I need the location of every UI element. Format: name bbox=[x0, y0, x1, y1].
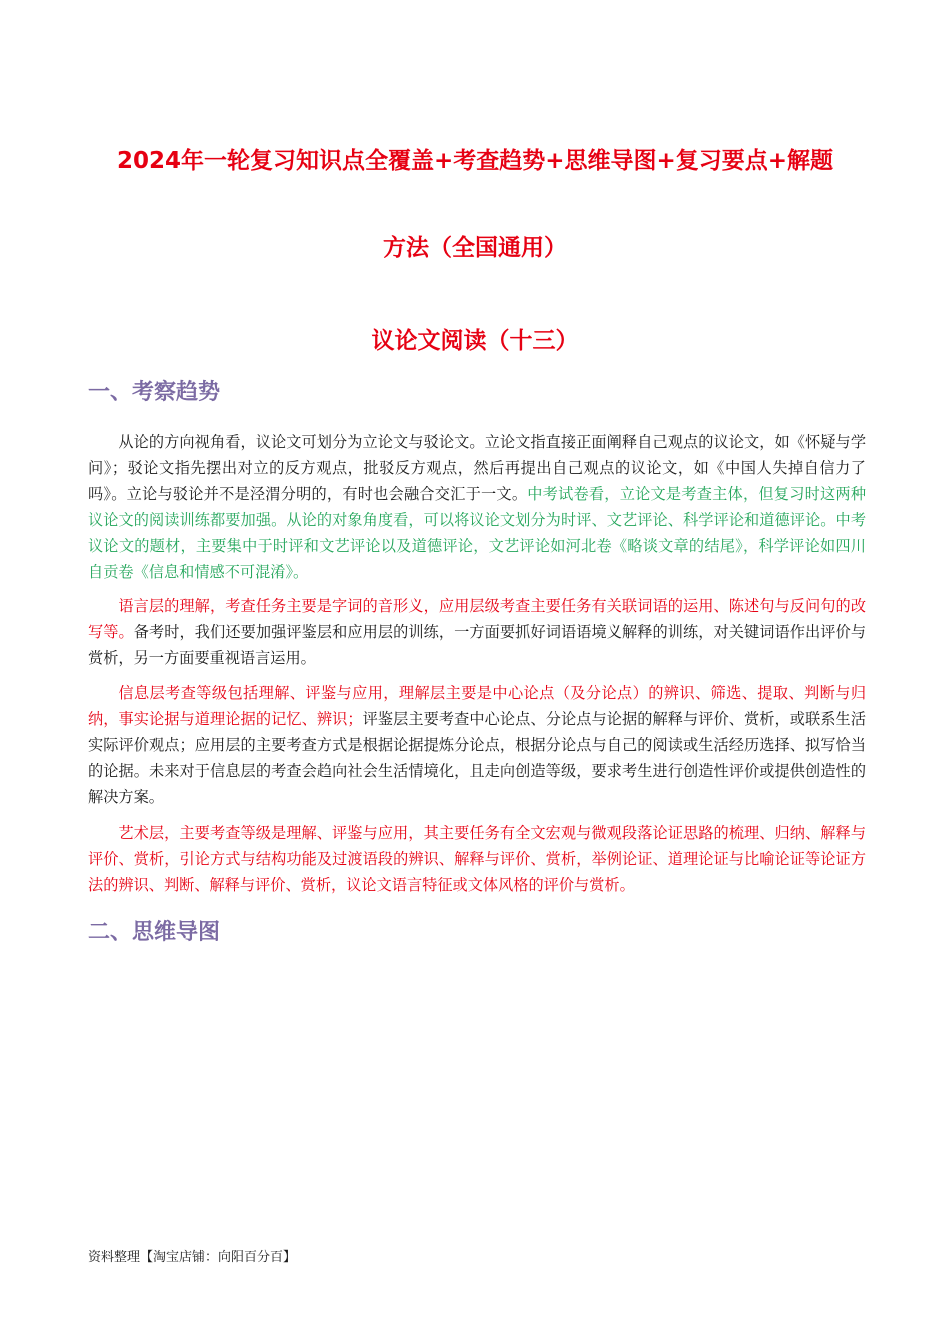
document-subtitle: 议论文阅读（十三） bbox=[371, 328, 579, 354]
paragraph-text-red: 语言层的理解，考查任务主要是字词的音形义，应用层级考查主要任务有关联词语的运用、陈述句与反问句的改写等。 bbox=[88, 597, 866, 641]
section-heading-mindmap: 二、思维导图 bbox=[88, 920, 221, 945]
paragraph-text-black: 备考时，我们还要加强评鉴层和应用层的训练，一方面要抓好词语语境义解释的训练，对关键词语作出评价与赏析，另一方面要重视语言运用。 bbox=[88, 623, 867, 667]
paragraph-text-red: 艺术层，主要考查等级是理解、评鉴与应用，其主要任务有全文宏观与微观段落论证思路的梳理、归纳、解释与评价、赏析，引论方式与结构功能及过渡语段的辨识、解释与评价、赏析，举例论证、道理论证与比喻论证等论证方法的辨识、判断、解释与评价、赏析，议论文语言特征或文体风格的评价与赏析。 bbox=[88, 824, 866, 894]
document-title-line2: 方法（全国通用） bbox=[383, 235, 567, 261]
paragraph-argument-types bbox=[88, 429, 866, 585]
paragraph-text-green: 中考试卷看，立论文是考查主体，但复习时这两种议论文的阅读训练都要加强。从论的对象角度看，可以将议论文划分为时评、文艺评论、科学评论和道德评论。中考议论文的题材，主要集中于时评和文艺评论以及道德评论，文艺评论如河北卷《略谈文章的结尾》，科学评论如四川自贡卷《信息和情感不可混淆》。 bbox=[88, 485, 867, 581]
paragraph-text-black: 从论的方向视角看，议论文可划分为立论文与驳论文。立论文指直接正面阐释自己观点的议论文，如《怀疑与学问》；驳论文指先摆出对立的反方观点，批驳反方观点，然后再提出自己观点的议论文，如《中国人失掉自信力了吗》。立论与驳论并不是泾渭分明的，有时也会融合交汇于一文。 bbox=[88, 433, 866, 503]
paragraph-text-red: 信息层考查等级包括理解、评鉴与应用，理解层主要是中心论点（及分论点）的辨识、筛选、提取、判断与归纳，事实论据与道理论据的记忆、辨识； bbox=[88, 684, 866, 728]
paragraph-text-black: 评鉴层主要考查中心论点、分论点与论据的解释与评价、赏析，或联系生活实际评价观点；应用层的主要考查方式是根据论据提炼分论点，根据分论点与自己的阅读或生活经历选择、拟写恰当的论据。未来对于信息层的考查会趋向社会生活情境化，且走向创造等级，要求考生进行创造性评价或提供创造性的解决方案。 bbox=[88, 710, 867, 806]
page-footer: 资料整理【淘宝店铺：向阳百分百】 bbox=[88, 1250, 297, 1265]
paragraph-language-level bbox=[88, 593, 866, 671]
paragraph-information-level bbox=[88, 680, 866, 810]
paragraph-art-level bbox=[88, 820, 866, 898]
document-title-line1: 2024年一轮复习知识点全覆盖+考查趋势+思维导图+复习要点+解题 bbox=[116, 148, 834, 174]
section-heading-trend: 一、考察趋势 bbox=[88, 380, 221, 405]
